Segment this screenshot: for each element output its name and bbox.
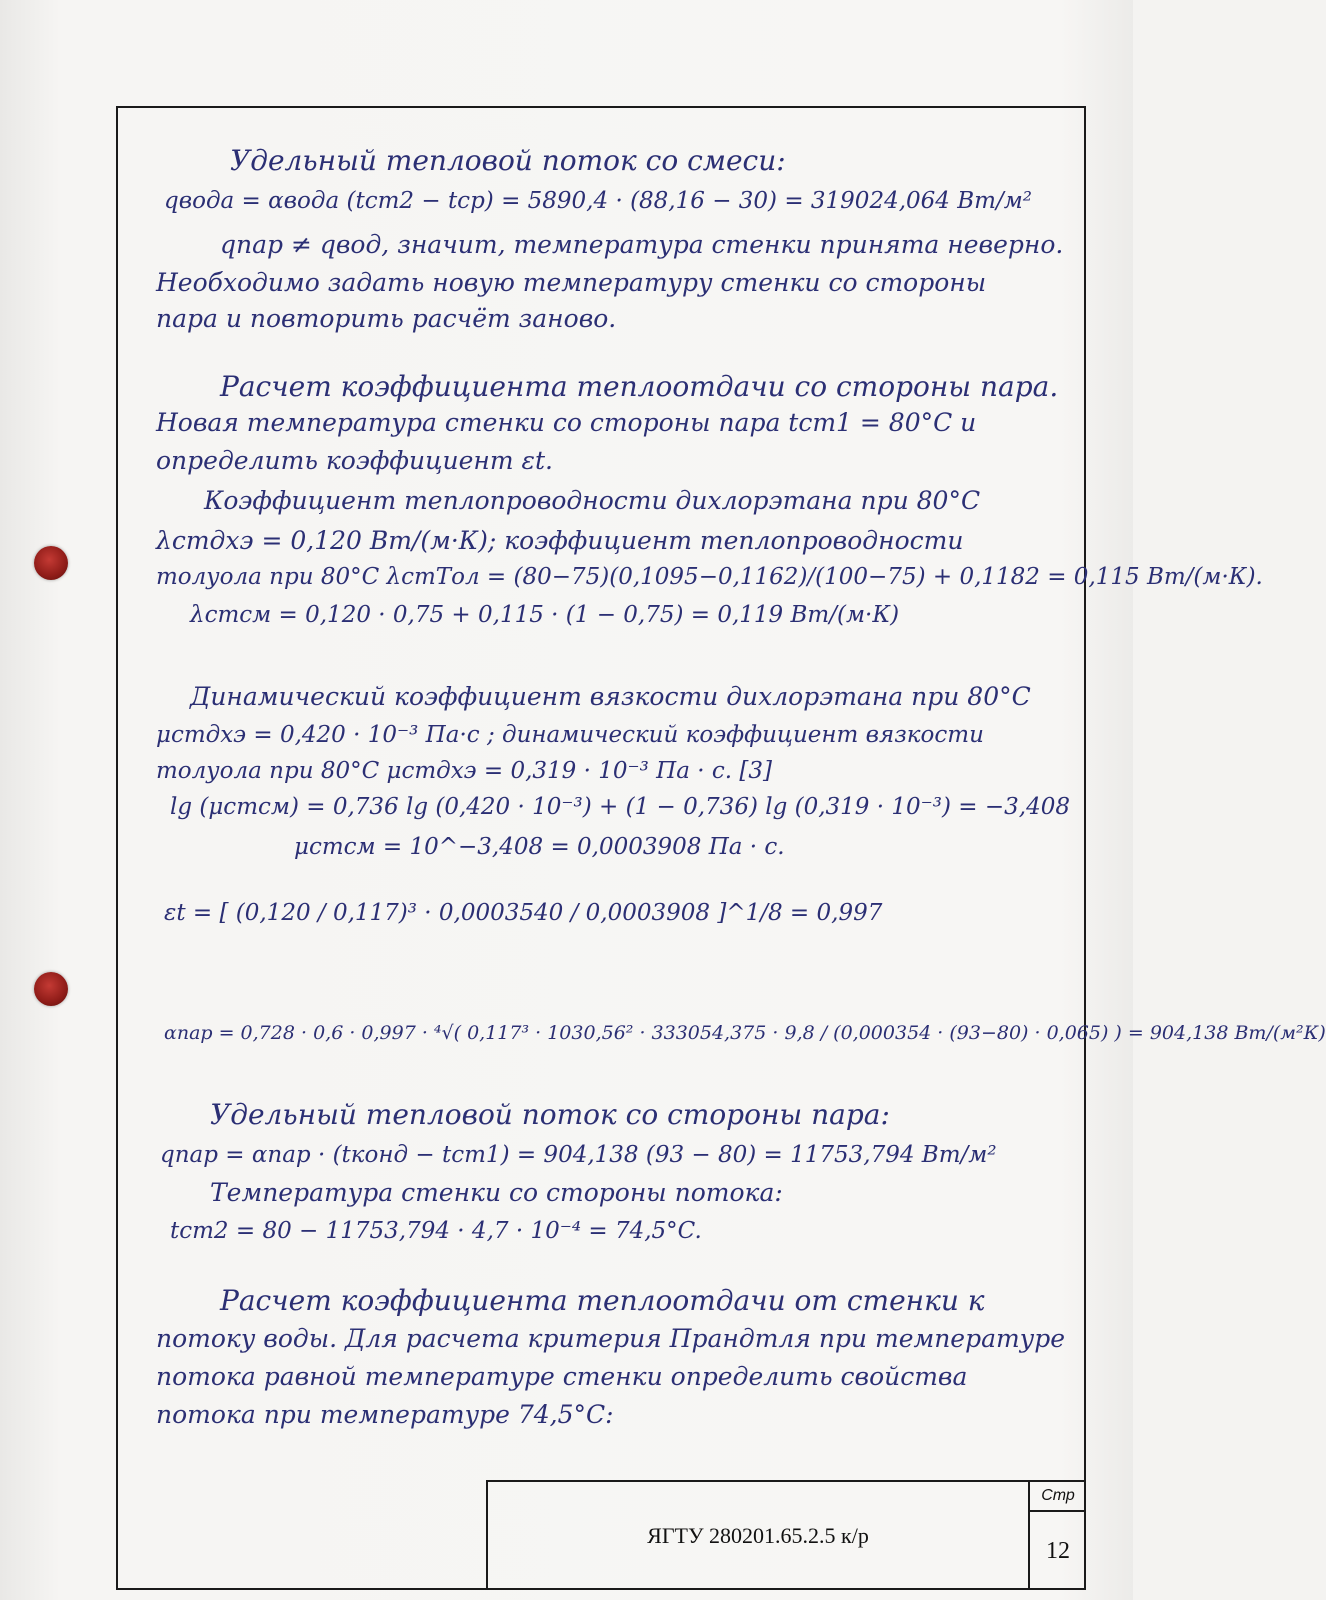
formula-q-steam: qпар = αпар · (tконд − tст1) = 904,138 (93 − 80) = 11753,794 Вт/м² <box>160 1142 997 1168</box>
document-code: ЯГТУ 280201.65.2.5 к/р <box>647 1523 869 1548</box>
formula-lg-mu: lg (μстсм) = 0,736 lg (0,420 · 10⁻³) + (1 − 0,736) lg (0,319 · 10⁻³) = −3,408 <box>170 794 1070 820</box>
formula-epsilon: εt = [ (0,120 / 0,117)³ · 0,0003540 / 0,0003908 ]^1/8 = 0,997 <box>164 900 883 926</box>
formula-alpha-steam: αпар = 0,728 · 0,6 · 0,997 · ⁴√( 0,117³ · 1030,56² · 333054,375 · 9,8 / (0,000354 · (93−80) · 0,065) ) = 904,138 Вт/(м²К) <box>164 1022 1326 1044</box>
text-line: Необходимо задать новую температуру стенки со стороны <box>156 268 987 297</box>
page-number-cell <box>1028 1482 1086 1590</box>
punch-hole-top <box>34 546 68 580</box>
heading-water-side: Расчет коэффициента теплоотдачи от стенки к <box>220 1284 985 1317</box>
text-line: qпар ≠ qвод, значит, температура стенки принята неверно. <box>220 230 1064 259</box>
text-line: Динамический коэффициент вязкости дихлорэтана при 80°C <box>190 682 1031 711</box>
text-line: μстдхэ = 0,420 · 10⁻³ Па·с ; динамический коэффициент вязкости <box>156 722 984 748</box>
text-line: потоку воды. Для расчета критерия Прандтля при температуре <box>156 1324 1066 1353</box>
heading-heat-flux-mix: Удельный тепловой поток со смеси: <box>230 144 786 177</box>
punch-hole-bottom <box>34 972 68 1006</box>
formula-t-wall2: tст2 = 80 − 11753,794 · 4,7 · 10⁻⁴ = 74,5°C. <box>170 1218 702 1244</box>
text-line: потока при температуре 74,5°C: <box>156 1400 614 1429</box>
formula-lambda-mix: λстсм = 0,120 · 0,75 + 0,115 · (1 − 0,75) = 0,119 Вт/(м·К) <box>190 602 900 628</box>
heading-heat-flux-steam: Удельный тепловой поток со стороны пара: <box>210 1098 890 1131</box>
text-line: пара и повторить расчёт заново. <box>156 304 617 333</box>
heading-steam-side: Расчет коэффициента теплоотдачи со стороны пара. <box>220 370 1059 403</box>
text-line: определить коэффициент εt. <box>156 446 553 475</box>
page-label: Стр <box>1030 1482 1086 1512</box>
text-line: толуола при 80°C μстдхэ = 0,319 · 10⁻³ Па · с. [3] <box>156 758 772 784</box>
formula-lambda-toluene: толуола при 80°C λстТол = (80−75)(0,1095−0,1162)/(100−75) + 0,1182 = 0,115 Вт/(м·К). <box>156 564 1263 590</box>
formula-q-water: qвода = αвода (tст2 − tср) = 5890,4 · (88,16 − 30) = 319024,064 Вт/м² <box>164 188 1032 214</box>
page-number: 12 <box>1046 1537 1070 1564</box>
text-line: потока равной температуре стенки определить свойства <box>156 1362 968 1391</box>
text-line: λстдхэ = 0,120 Вт/(м·К); коэффициент теплопроводности <box>156 526 964 555</box>
text-line: Коэффициент теплопроводности дихлорэтана при 80°C <box>204 486 981 515</box>
text-line: Температура стенки со стороны потока: <box>210 1178 783 1207</box>
title-block <box>486 1480 1086 1590</box>
text-line: Новая температура стенки со стороны пара tст1 = 80°C и <box>156 408 977 437</box>
formula-mu-mix: μстсм = 10^−3,408 = 0,0003908 Па · с. <box>294 834 785 860</box>
